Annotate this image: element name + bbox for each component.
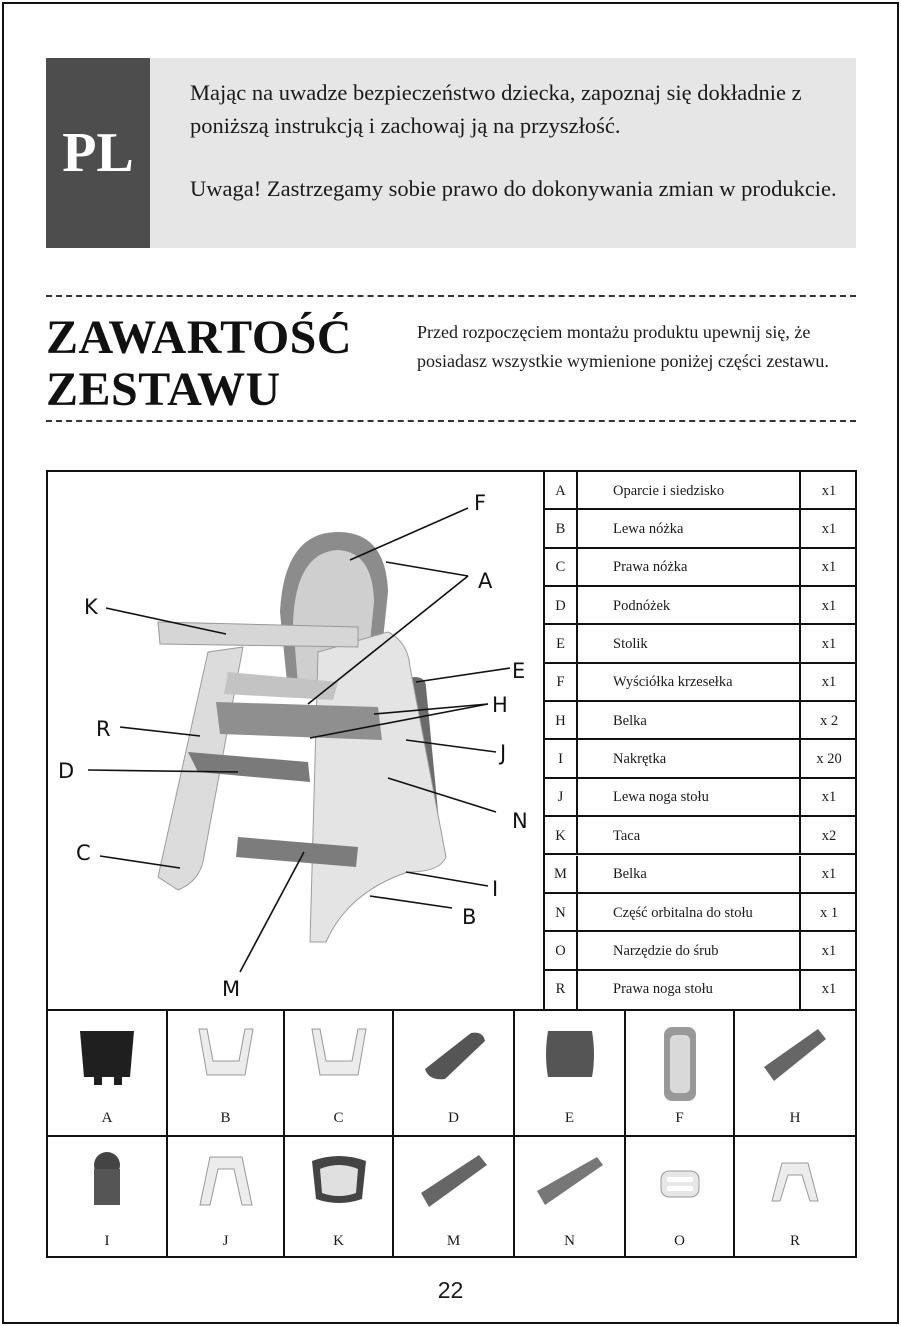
part-e-icon: [540, 1025, 600, 1083]
part-letter: E: [545, 625, 578, 663]
part-letter: H: [545, 702, 578, 740]
parts-row: [545, 740, 857, 778]
parts-row: [545, 625, 857, 663]
part-letter: R: [545, 971, 578, 1009]
assembled-chair-illustration: [48, 472, 545, 1009]
thumb-cell: [168, 1135, 285, 1258]
callout-label: M: [222, 977, 241, 1001]
parts-row: [545, 856, 857, 894]
part-m-icon: [417, 1151, 491, 1211]
callout-label: B: [462, 905, 477, 929]
callout-label: E: [512, 659, 526, 683]
part-letter: I: [545, 740, 578, 778]
part-letter: N: [545, 894, 578, 932]
thumb-cell: [394, 1011, 515, 1135]
parts-row: [545, 779, 857, 817]
thumb-cell: [48, 1011, 168, 1135]
callout-label: A: [478, 569, 493, 593]
thumb-cell: [735, 1135, 855, 1258]
thumb-label: M: [446, 1233, 461, 1249]
thumb-label: K: [333, 1233, 344, 1249]
intro-banner: [46, 58, 856, 248]
callout-label: F: [474, 491, 487, 515]
part-c-icon: [306, 1025, 372, 1081]
part-qty: x 1: [799, 894, 857, 932]
part-letter: F: [545, 664, 578, 702]
thumb-cell: [168, 1011, 285, 1135]
part-letter: D: [545, 587, 578, 625]
parts-row: [545, 510, 857, 548]
parts-row: [545, 549, 857, 587]
part-qty: x 20: [799, 740, 857, 778]
part-name: Prawa nóżka: [613, 559, 688, 576]
thumb-cell: [394, 1135, 515, 1258]
part-name: Taca: [613, 827, 641, 844]
divider-top: [46, 295, 856, 297]
callout-label: C: [76, 841, 91, 865]
thumb-label: J: [222, 1233, 229, 1249]
part-f-icon: [660, 1025, 700, 1103]
part-name: Nakrętka: [613, 751, 667, 768]
part-qty: x1: [799, 625, 857, 663]
section-title-line1: ZAWARTOŚĆ: [46, 311, 353, 364]
part-name: Narzędzie do śrub: [613, 942, 719, 959]
thumb-cell: [515, 1011, 626, 1135]
callout-label: N: [512, 809, 528, 833]
part-name: Wyściółka krzesełka: [613, 674, 733, 691]
section-intro: Przed rozpoczęciem montażu produktu upewnij się, że posiadasz wszystkie wymienione poniżej części zestawu.: [417, 322, 829, 371]
parts-row: [545, 664, 857, 702]
parts-row: [545, 932, 857, 970]
thumb-label: N: [564, 1233, 575, 1249]
thumb-label: C: [333, 1110, 344, 1126]
parts-row: [545, 894, 857, 932]
part-h-icon: [760, 1025, 830, 1085]
part-qty: x 2: [799, 702, 857, 740]
part-d-icon: [419, 1025, 489, 1081]
part-a-icon: [72, 1025, 142, 1087]
changes-note: Uwaga! Zastrzegamy sobie prawo do dokonywania zmian w produkcie.: [190, 176, 837, 201]
part-name: Lewa nóżka: [613, 521, 684, 538]
part-name: Belka: [613, 866, 647, 883]
part-qty: x1: [799, 664, 857, 702]
part-qty: x1: [799, 549, 857, 587]
part-qty: x1: [799, 587, 857, 625]
safety-note: Mając na uwadze bezpieczeństwo dziecka, zapoznaj się dokładnie z poniższą instrukcją i zachowaj ją na przyszłość.: [190, 80, 802, 138]
thumb-label: F: [675, 1110, 684, 1126]
part-letter: K: [545, 817, 578, 855]
part-n-icon: [533, 1151, 607, 1211]
thumb-label: I: [104, 1233, 110, 1249]
thumb-label: A: [101, 1110, 113, 1126]
part-letter: M: [545, 856, 578, 894]
thumb-cell: [515, 1135, 626, 1258]
part-name: Stolik: [613, 636, 648, 653]
thumb-cell: [48, 1135, 168, 1258]
callout-label: D: [58, 759, 75, 783]
parts-table: [46, 470, 857, 1258]
part-j-icon: [194, 1151, 258, 1209]
parts-row: [545, 702, 857, 740]
thumb-label: R: [789, 1233, 800, 1249]
thumb-label: O: [674, 1233, 685, 1249]
parts-row: [545, 971, 857, 1009]
part-letter: B: [545, 510, 578, 548]
part-letter: O: [545, 932, 578, 970]
part-name: Prawa noga stołu: [613, 981, 713, 998]
parts-row: [545, 817, 857, 855]
page-number: 22: [437, 1277, 464, 1303]
beam-shape: [216, 702, 382, 740]
thumb-label: B: [220, 1110, 231, 1126]
part-letter: C: [545, 549, 578, 587]
part-letter: A: [545, 472, 578, 510]
divider-bottom: [46, 420, 856, 422]
callout-label: R: [96, 717, 111, 741]
parts-row: [545, 587, 857, 625]
language-badge: PL: [46, 58, 150, 248]
callout-label: K: [84, 595, 98, 619]
part-b-icon: [193, 1025, 259, 1081]
high-chair-drawing: [48, 472, 543, 1007]
part-qty: x1: [799, 856, 857, 894]
thumb-cell: [626, 1135, 735, 1258]
part-qty: x1: [799, 932, 857, 970]
thumb-label: E: [564, 1110, 575, 1126]
part-r-icon: [768, 1151, 822, 1211]
parts-row: [545, 472, 857, 510]
banner-text: [190, 76, 840, 205]
part-letter: J: [545, 779, 578, 817]
thumb-cell: [735, 1011, 855, 1135]
part-name: Lewa noga stołu: [613, 789, 709, 806]
part-name: Podnóżek: [613, 597, 671, 614]
thumb-label: D: [448, 1110, 459, 1126]
thumb-label: H: [789, 1110, 801, 1126]
thumb-cell: [626, 1011, 735, 1135]
callout-label: H: [492, 693, 508, 717]
part-k-icon: [306, 1151, 372, 1209]
callout-label: J: [500, 741, 507, 765]
parts-list: [545, 472, 857, 1009]
part-name: Oparcie i siedzisko: [613, 482, 725, 499]
part-qty: x1: [799, 779, 857, 817]
part-qty: x1: [799, 472, 857, 510]
left-leg-shape: [310, 632, 446, 942]
section-title: [46, 312, 352, 416]
parts-thumbnail-grid: [48, 1009, 855, 1256]
thumb-cell: [285, 1011, 394, 1135]
part-o-icon: [655, 1151, 705, 1211]
part-qty: x1: [799, 971, 857, 1009]
part-qty: x2: [799, 817, 857, 855]
part-name: Część orbitalna do stołu: [613, 904, 753, 921]
section-title-line2: ZESTAWU: [46, 363, 281, 416]
thumb-cell: [285, 1135, 394, 1258]
part-qty: x1: [799, 510, 857, 548]
callout-label: I: [492, 877, 499, 901]
part-i-icon: [82, 1151, 132, 1213]
part-name: Belka: [613, 712, 647, 729]
